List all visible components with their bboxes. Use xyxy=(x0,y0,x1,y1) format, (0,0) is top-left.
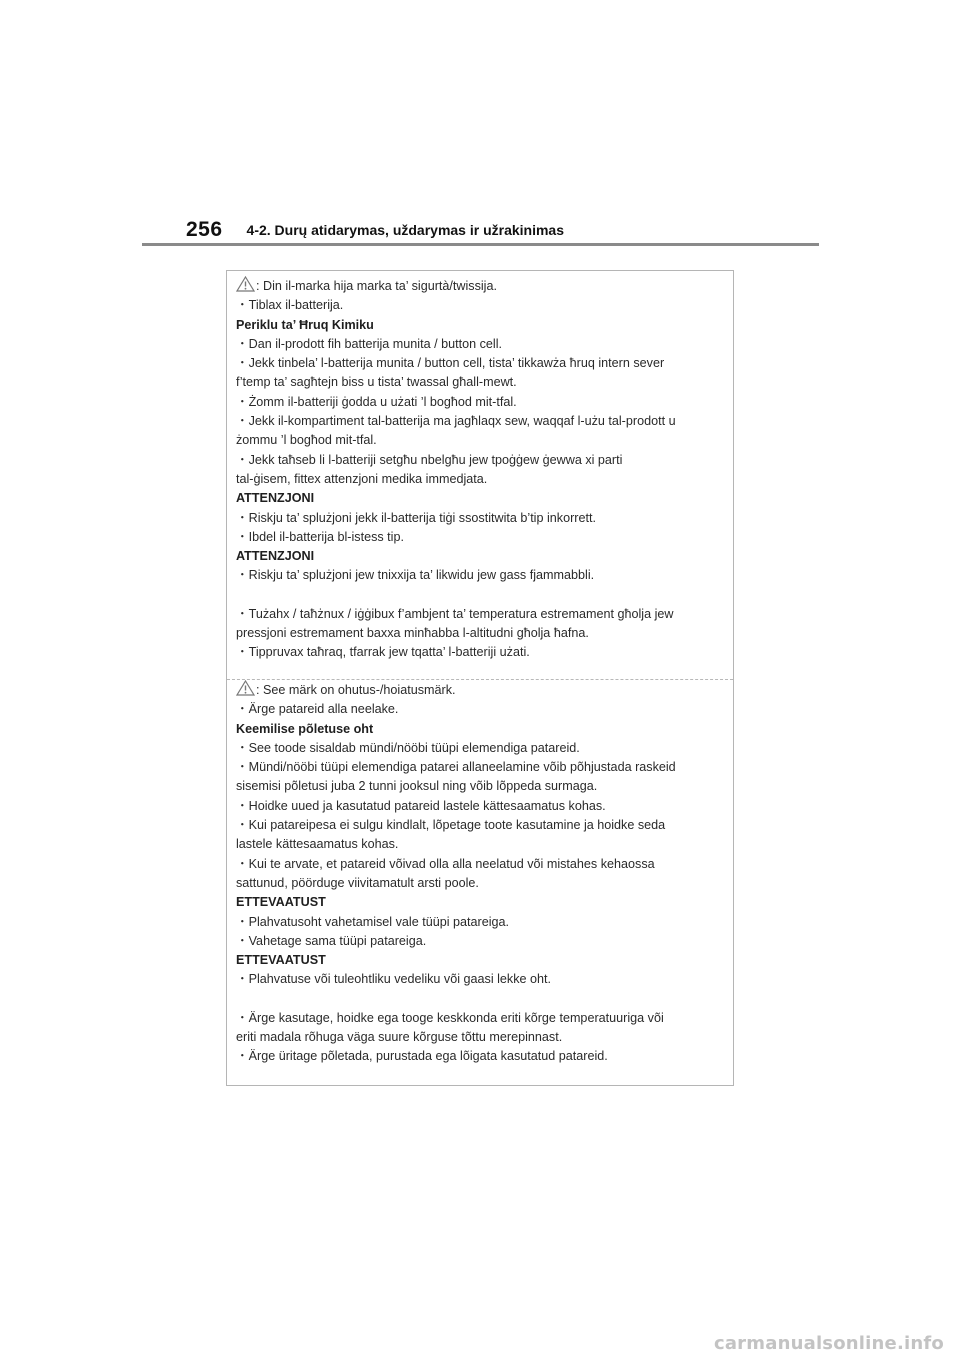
warning-line: ・Riskju ta’ splużjoni jew tnixxija ta’ likwidu jew gass fjammabbli. xyxy=(236,568,595,583)
spacer xyxy=(236,586,727,605)
warning-heading: Keemilise põletuse oht xyxy=(236,721,374,736)
warning-line: ・Dan il-prodott fih batterija munita / button cell. xyxy=(236,336,502,351)
warning-line: ・Ärge kasutage, hoidke ega tooge keskkonda eriti kõrge temperatuuriga või xyxy=(236,1010,664,1025)
warning-line: sisemisi põletusi juba 2 tunni jooksul ning võib lõppeda surmaga. xyxy=(236,779,598,794)
warning-mark-line xyxy=(236,680,727,700)
warning-mark-text: : See märk on ohutus-/hoiatusmärk. xyxy=(256,683,456,697)
spacer xyxy=(236,990,727,1009)
warning-line: f’temp ta’ sagħtejn biss u tista’ twassal għall-mewt. xyxy=(236,375,517,390)
caution-heading: ETTEVAATUST xyxy=(236,895,326,910)
warning-line: ・Plahvatuse või tuleohtliku vedeliku või gaasi lekke oht. xyxy=(236,972,552,987)
warning-triangle-icon xyxy=(236,276,255,292)
warning-line: ・Żomm il-batteriji ġodda u użati ’l bogħod mit-tfal. xyxy=(236,394,517,409)
warning-mark-text: : Din il-marka hija marka ta’ sigurtà/twissija. xyxy=(256,279,497,293)
caution-heading: ETTEVAATUST xyxy=(236,953,326,968)
warning-line: ・Tippruvax taħraq, tfarrak jew tqatta’ l-batteriji użati. xyxy=(236,645,530,660)
warning-line: ・Tużahx / taħżnux / iġġibux f’ambjent ta’ temperatura estremament għolja jew xyxy=(236,606,674,621)
caution-heading: ATTENZJONI xyxy=(236,491,315,506)
page-header xyxy=(186,214,564,246)
warning-line: ・Ärge üritage põletada, purustada ega lõigata kasutatud patareid. xyxy=(236,1049,608,1064)
header-rule xyxy=(142,243,819,246)
warning-line: żommu ’l bogħod mit-tfal. xyxy=(236,433,377,448)
warning-line: ・Jekk taħseb li l-batteriji setgħu nbelgħu jew tpoġġew ġewwa xi parti xyxy=(236,452,623,467)
section-title: 4-2. Durų atidarymas, uždarymas ir užrakinimas xyxy=(246,222,565,238)
warning-mark-line xyxy=(236,276,727,296)
warning-line: ・Hoidke uued ja kasutatud patareid lastele kättesaamatus kohas. xyxy=(236,798,606,813)
maltese-warning-block xyxy=(236,276,727,663)
watermark-logo: carmanualsonline.info xyxy=(713,1333,944,1354)
warning-line: ・Jekk tinbela’ l-batterija munita / button cell, tista’ tikkawża ħruq intern sever xyxy=(236,356,665,371)
warning-triangle-icon xyxy=(236,680,255,696)
caution-heading: ATTENZJONI xyxy=(236,549,315,564)
warning-line: lastele kättesaamatus kohas. xyxy=(236,837,399,852)
warning-line: eriti madala rõhuga väga suure kõrguse tõttu merepinnast. xyxy=(236,1030,563,1045)
warning-line: ・Riskju ta’ splużjoni jekk il-batterija tiġi ssostitwita b’tip inkorrett. xyxy=(236,510,596,525)
warning-line: ・Kui te arvate, et patareid võivad olla alla neelatud või mistahes kehaossa xyxy=(236,856,655,871)
warning-line: pressjoni estremament baxxa minħabba l-altitudni għolja ħafna. xyxy=(236,626,589,641)
warning-heading: Periklu ta’ Ħruq Kimiku xyxy=(236,317,374,332)
warning-line: ・Plahvatusoht vahetamisel vale tüüpi patareiga. xyxy=(236,914,510,929)
warning-line: ・Vahetage sama tüüpi patareiga. xyxy=(236,933,427,948)
estonian-warning-block xyxy=(236,680,727,1067)
warning-line: ・See toode sisaldab mündi/nööbi tüüpi elemendiga patareid. xyxy=(236,740,580,755)
warning-line: ・Jekk il-kompartiment tal-batterija ma jagħlaqx sew, waqqaf l-użu tal-prodott u xyxy=(236,414,676,429)
battery-warning-box xyxy=(226,270,734,1086)
warning-line: ・Ärge patareid alla neelake. xyxy=(236,702,399,717)
warning-line: sattunud, pöörduge viivitamatult arsti poole. xyxy=(236,875,479,890)
warning-line: ・Tiblax il-batterija. xyxy=(236,298,344,313)
page-number: 256 xyxy=(186,218,223,241)
warning-line: ・Mündi/nööbi tüüpi elemendiga patarei allaneelamine võib põhjustada raskeid xyxy=(236,760,676,775)
warning-line: ・Ibdel il-batterija bl-istess tip. xyxy=(236,529,404,544)
warning-line: ・Kui patareipesa ei sulgu kindlalt, lõpetage toote kasutamine ja hoidke seda xyxy=(236,818,666,833)
warning-line: tal-ġisem, fittex attenzjoni medika immedjata. xyxy=(236,471,488,486)
